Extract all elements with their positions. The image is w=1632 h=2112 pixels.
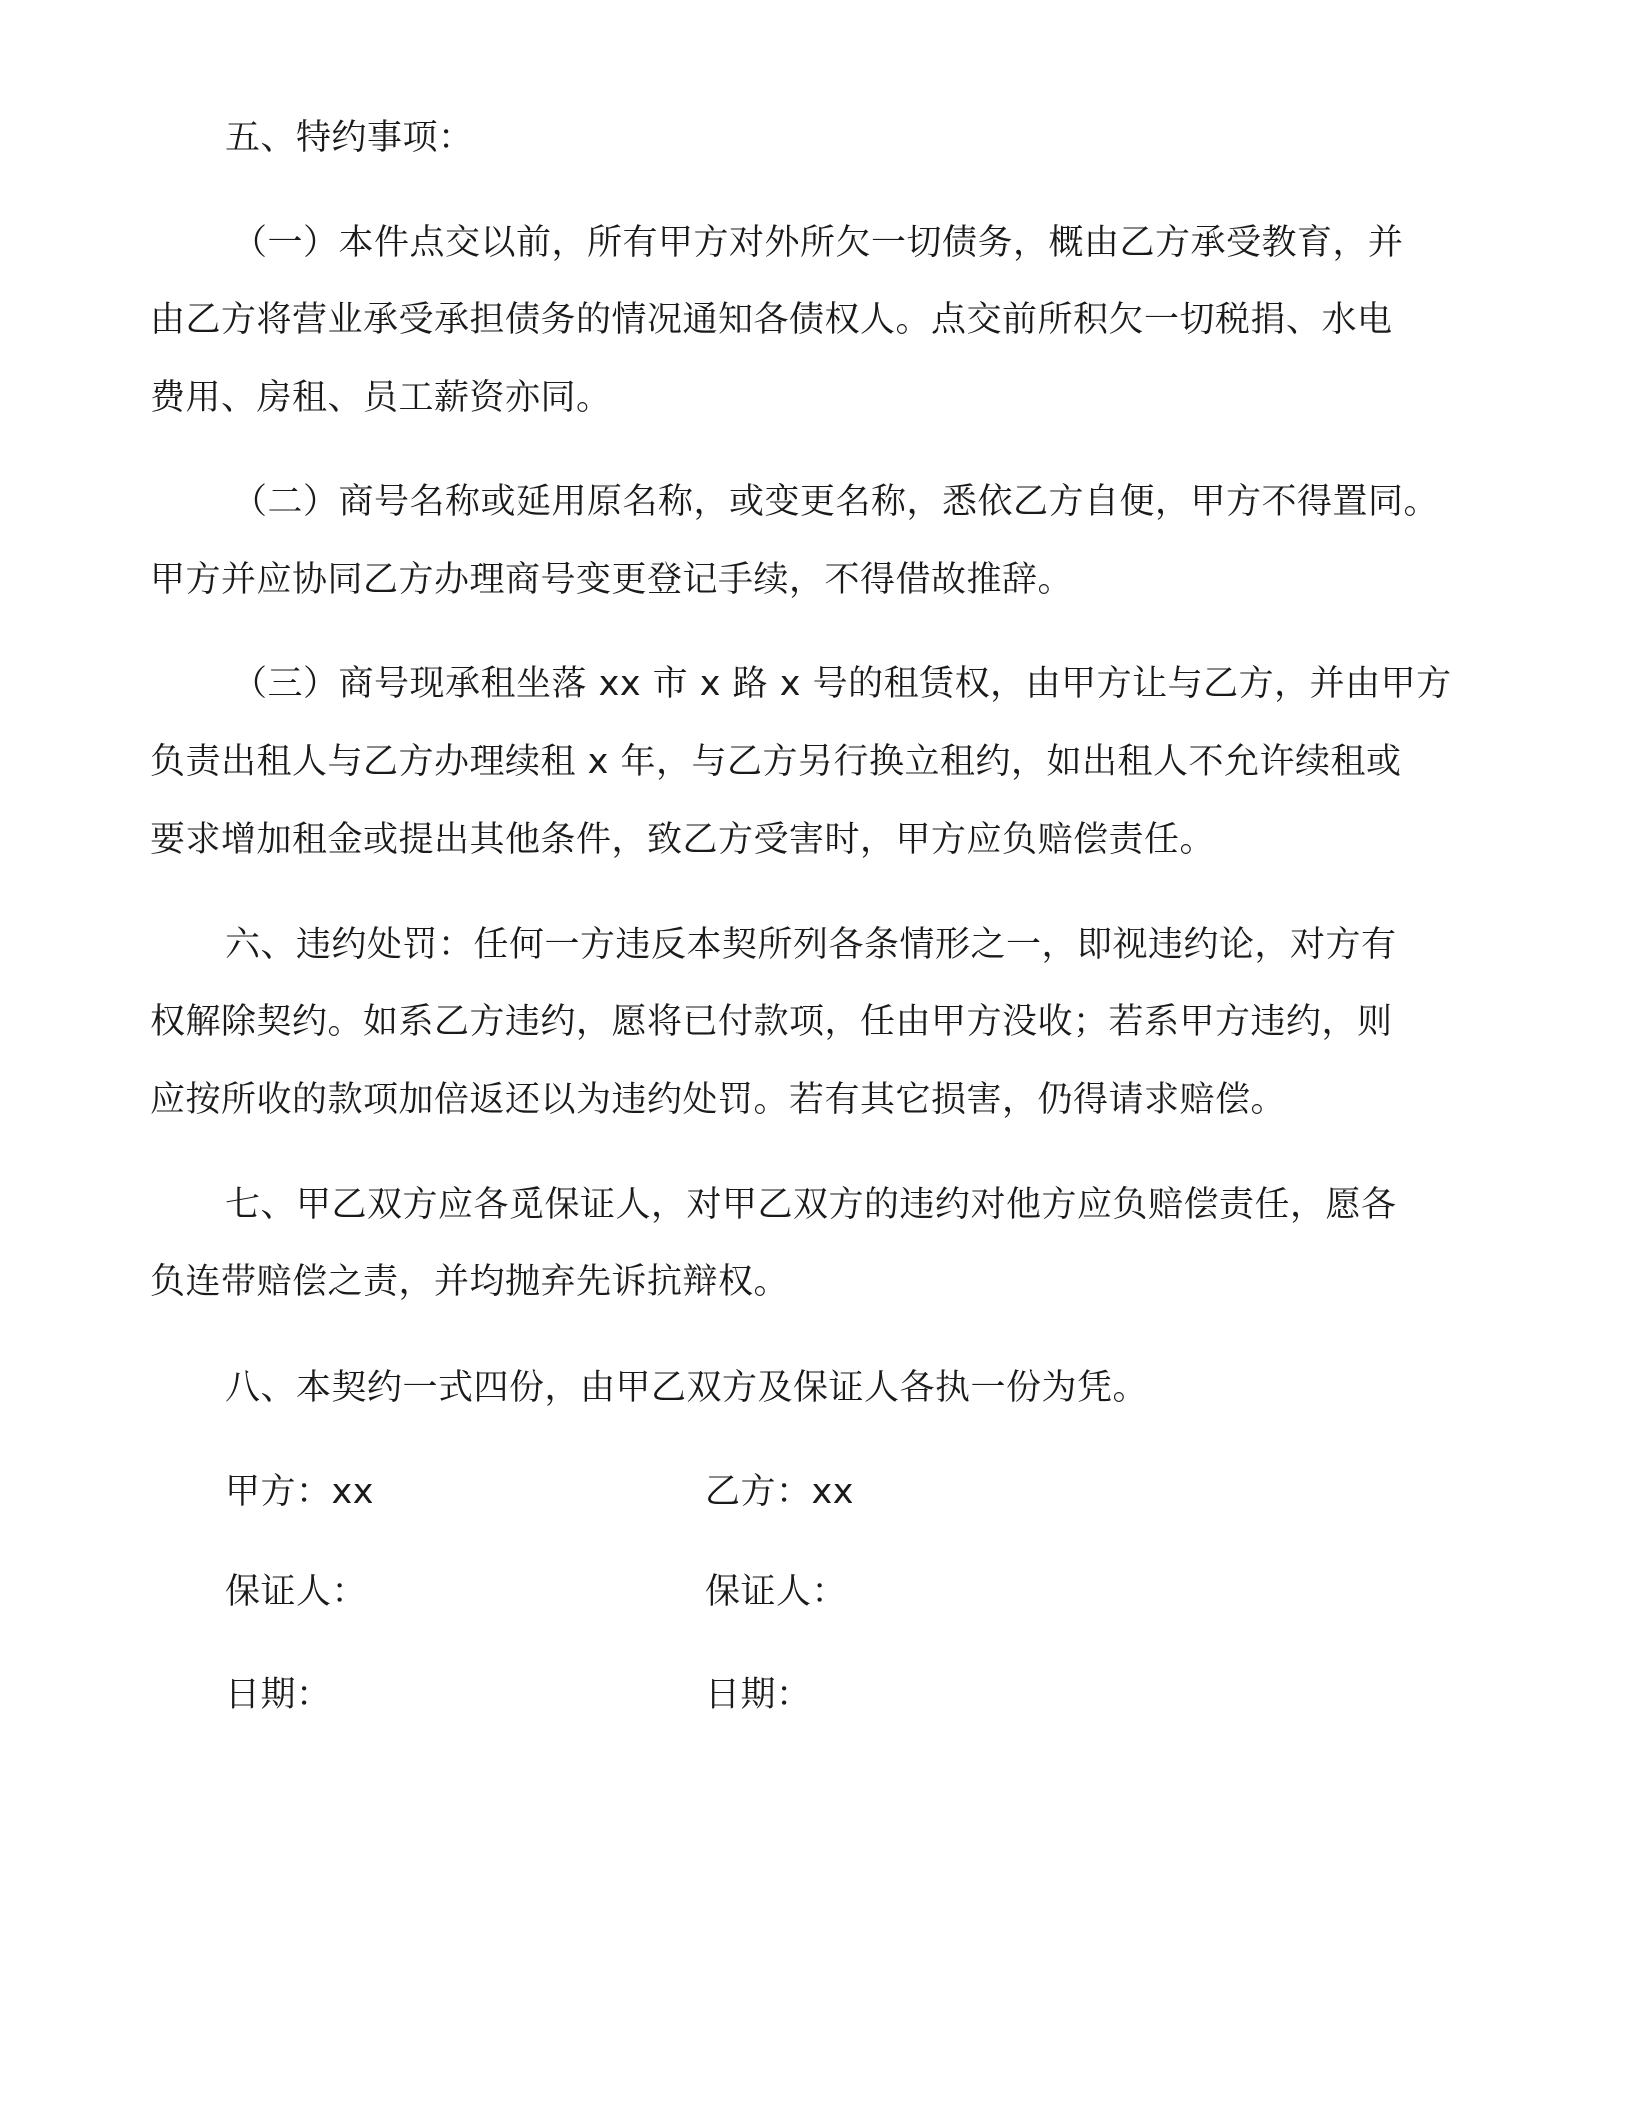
section-6-line-1: 六、违约处罚：任何一方违反本契所列各条情形之一，即视违约论，对方有	[225, 925, 1397, 965]
party-b-label: 乙方：xx	[705, 1472, 854, 1512]
item-3-line-3: 要求增加租金或提出其他条件，致乙方受害时，甲方应负赔偿责任。	[150, 820, 1216, 860]
item-3-line-2: 负责出租人与乙方办理续租 x 年，与乙方另行换立租约，如出租人不允许续租或	[150, 742, 1402, 782]
guarantor-a-label: 保证人：	[225, 1572, 368, 1612]
guarantor-b-label: 保证人：	[705, 1572, 848, 1612]
party-a-label: 甲方：xx	[225, 1472, 374, 1512]
item-1-line-2: 由乙方将营业承受承担债务的情况通知各债权人。点交前所积欠一切税捐、水电	[150, 300, 1393, 340]
section-6-line-3: 应按所收的款项加倍返还以为违约处罚。若有其它损害，仍得请求赔偿。	[150, 1080, 1287, 1120]
item-1-line-1: （一）本件点交以前，所有甲方对外所欠一切债务，概由乙方承受教育，并	[232, 223, 1404, 263]
item-2-line-2: 甲方并应协同乙方办理商号变更登记手续，不得借故推辞。	[150, 560, 1074, 600]
section-7-line-2: 负连带赔偿之责，并均抛弃先诉抗辩权。	[150, 1262, 790, 1302]
item-2-line-1: （二）商号名称或延用原名称，或变更名称，悉依乙方自便，甲方不得置同。	[232, 482, 1440, 522]
date-b-label: 日期：	[705, 1675, 812, 1715]
section-8-text: 八、本契约一式四份，由甲乙双方及保证人各执一份为凭。	[225, 1368, 1149, 1408]
section-6-line-2: 权解除契约。如系乙方违约，愿将已付款项，任由甲方没收；若系甲方违约，则	[150, 1002, 1393, 1042]
item-3-line-1: （三）商号现承租坐落 xx 市 x 路 x 号的租赁权，由甲方让与乙方，并由甲方	[232, 664, 1452, 704]
section-5-heading: 五、特约事项：	[225, 118, 474, 158]
item-1-line-3: 费用、房租、员工薪资亦同。	[150, 378, 612, 418]
date-a-label: 日期：	[225, 1675, 332, 1715]
section-7-line-1: 七、甲乙双方应各觅保证人，对甲乙双方的违约对他方应负赔偿责任，愿各	[225, 1185, 1397, 1225]
